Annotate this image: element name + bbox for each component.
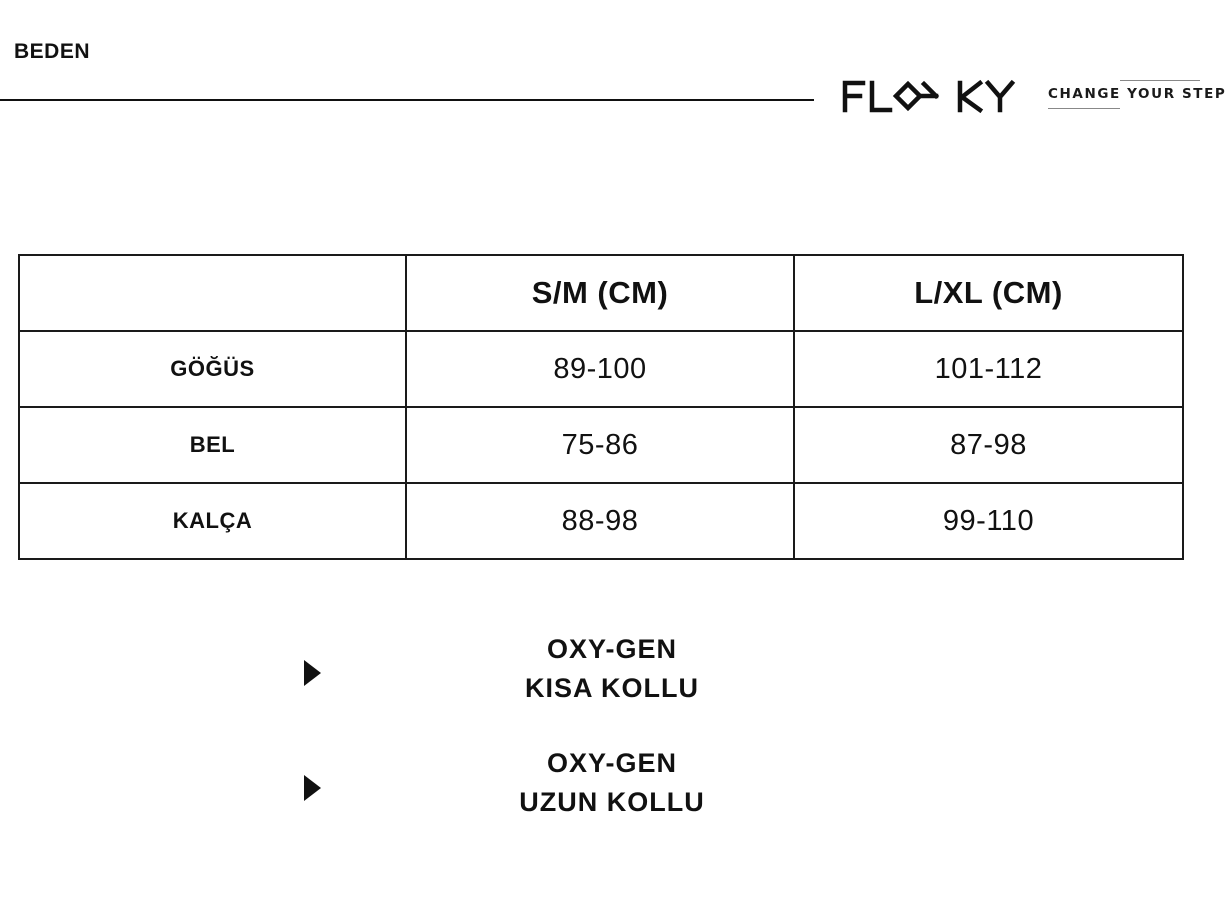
cell-kalca-lxl: 99-110 [794,483,1183,559]
row-label-gogus: GÖĞÜS [19,331,406,407]
product-item-uzun-kollu [312,744,912,822]
column-header-sm: S/M (CM) [406,255,794,331]
row-label-kalca: KALÇA [19,483,406,559]
brand-tagline: CHANGE YOUR STEP [1048,86,1226,102]
table-header-row [19,255,1183,331]
product-variant: UZUN KOLLU [519,787,705,817]
cell-gogus-sm: 89-100 [406,331,794,407]
header-divider [0,99,814,101]
cell-kalca-sm: 88-98 [406,483,794,559]
page-title: BEDEN [14,40,91,63]
tagline-top-rule [1120,80,1200,81]
size-chart-table [18,254,1184,560]
product-name: OXY-GEN [546,748,678,778]
product-name: OXY-GEN [546,634,678,664]
row-label-bel: BEL [19,407,406,483]
cell-bel-lxl: 87-98 [794,407,1183,483]
table-row [19,483,1183,559]
product-item-kisa-kollu [312,630,912,708]
table-corner-cell [19,255,406,331]
cell-bel-sm: 75-86 [406,407,794,483]
product-variant: KISA KOLLU [525,673,699,703]
column-header-lxl: L/XL (CM) [794,255,1183,331]
flooky-logo [836,72,1036,120]
table-row [19,407,1183,483]
cell-gogus-lxl: 101-112 [794,331,1183,407]
table-row [19,331,1183,407]
tagline-bottom-rule [1048,108,1120,109]
